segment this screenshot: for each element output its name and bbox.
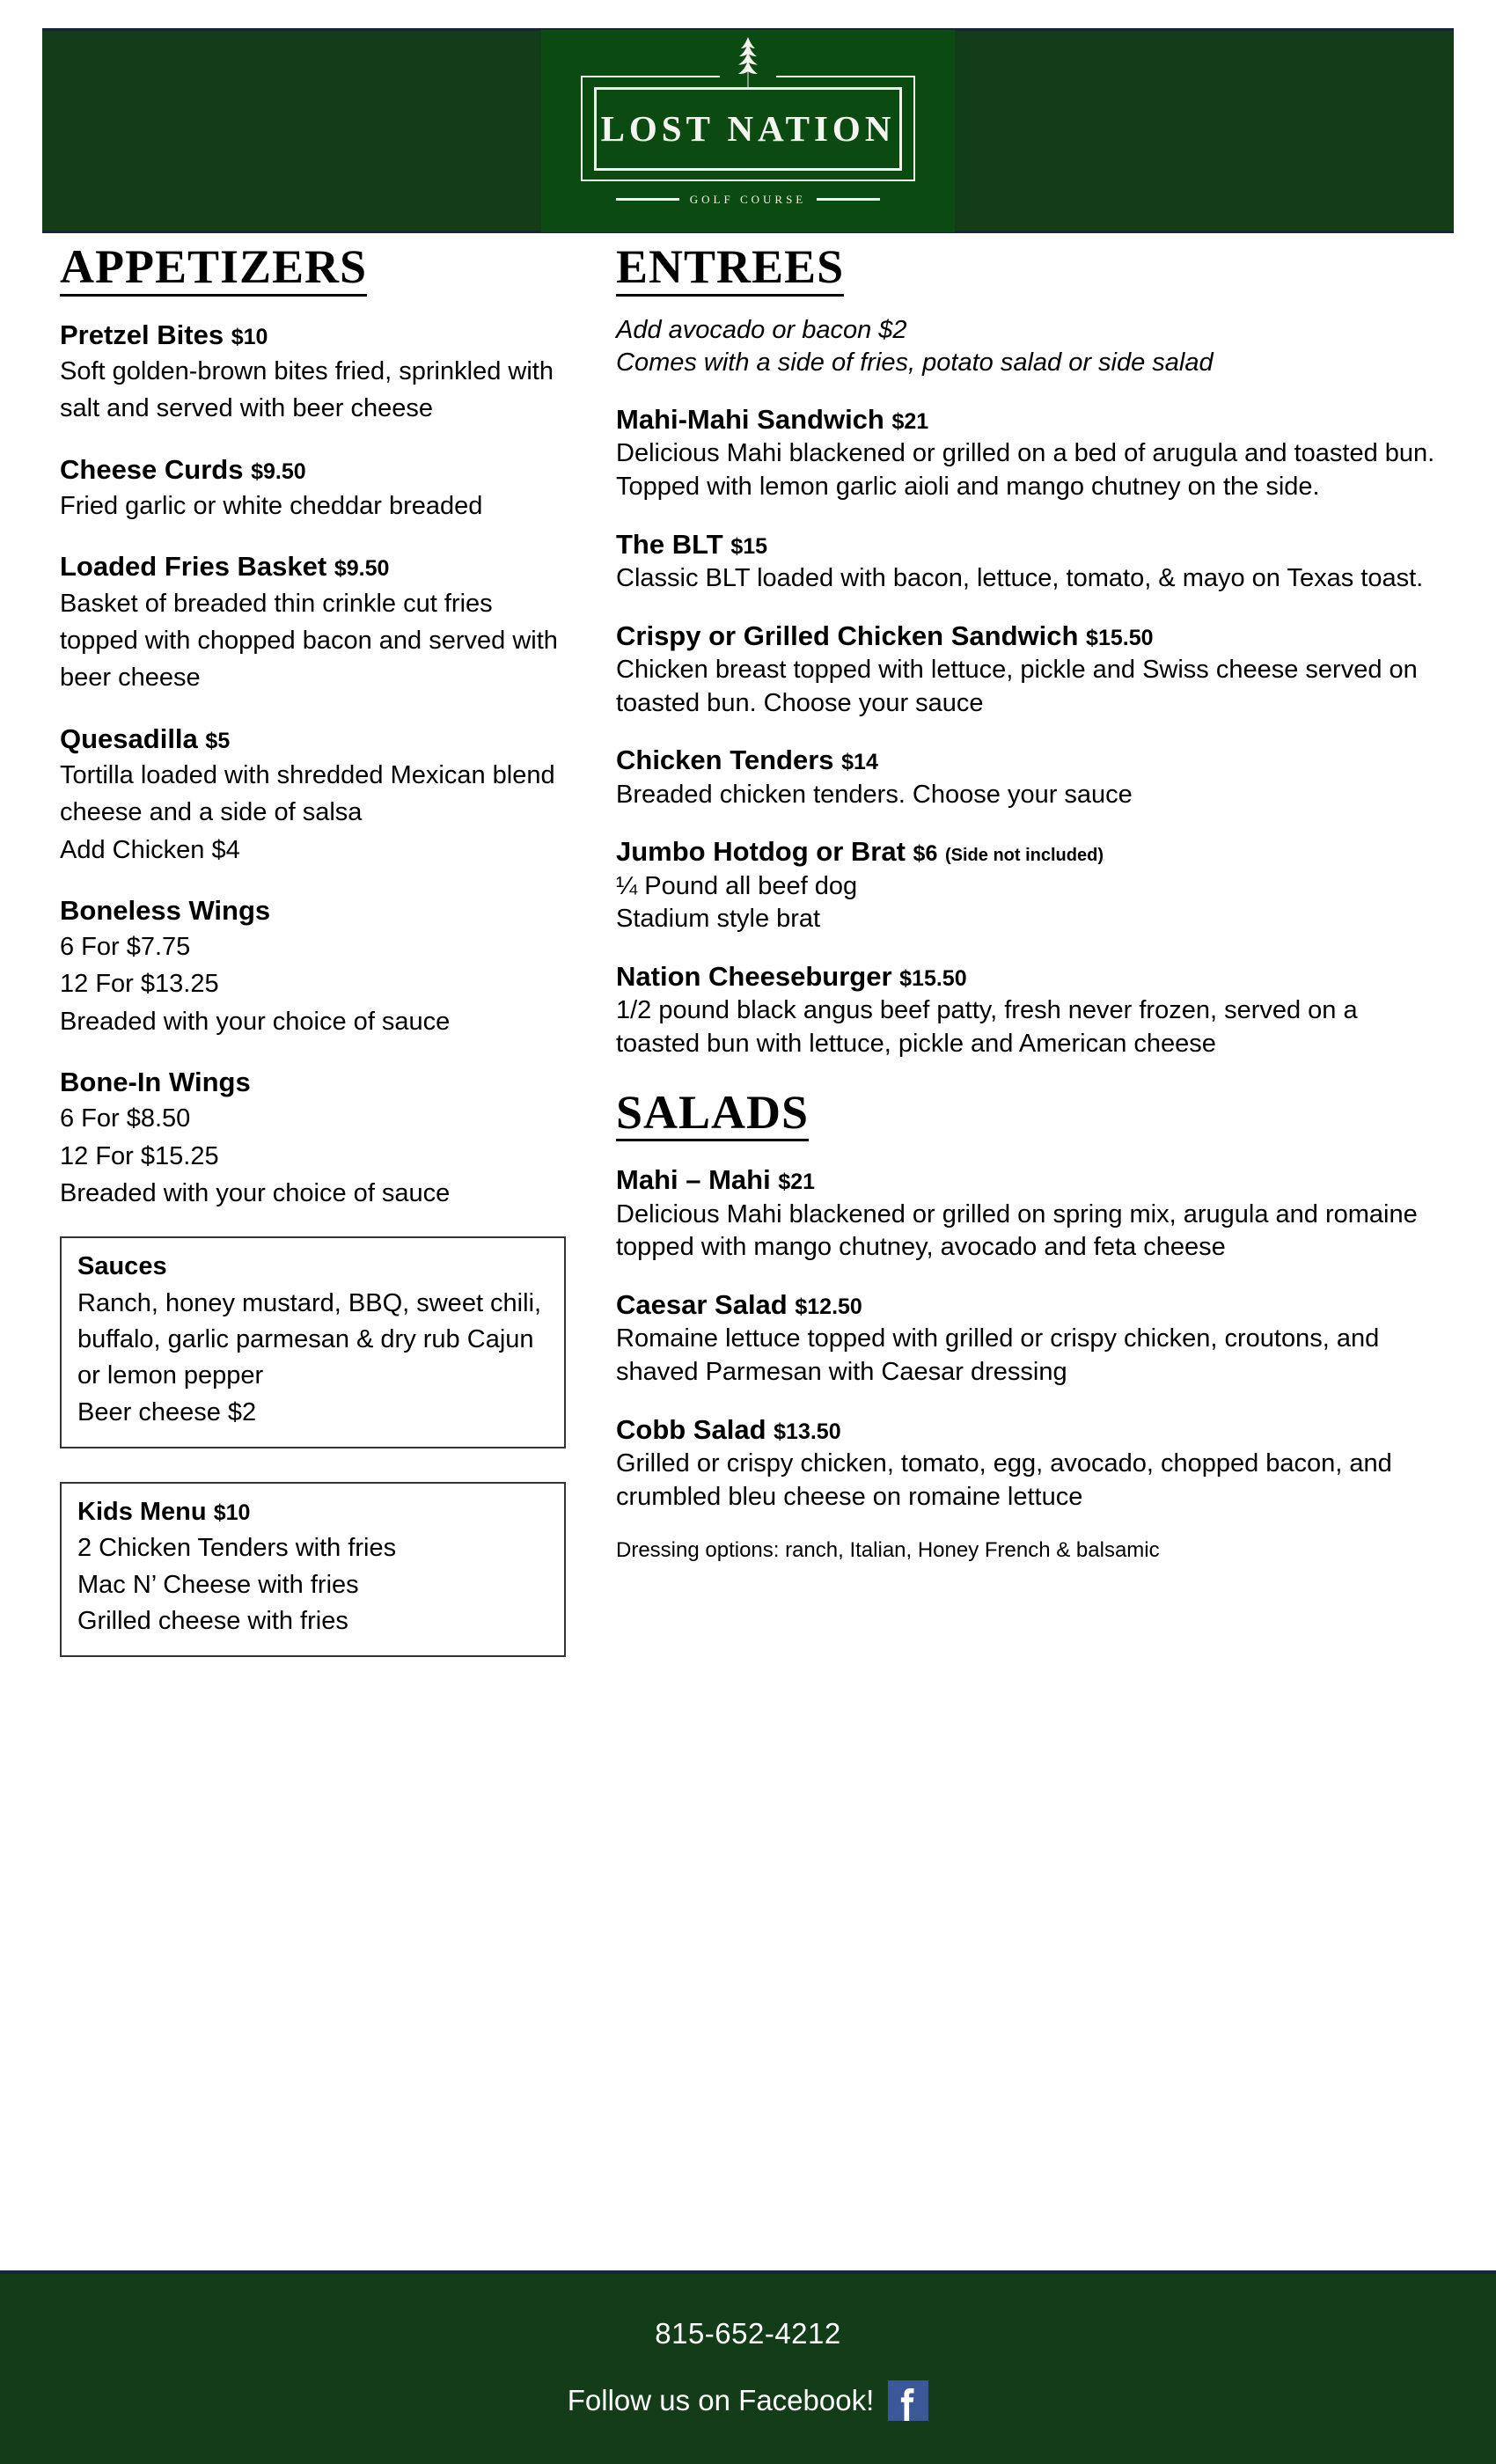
kids-menu-item: Mac N’ Cheese with fries <box>77 1570 359 1599</box>
facebook-icon[interactable] <box>888 2380 928 2421</box>
item-name: Cobb Salad <box>616 1413 766 1445</box>
item-description: Delicious Mahi blackened or grilled on a bed of arugula and toasted bun. Topped with lemon garlic aioli and mango chutney on the side. <box>616 439 1435 501</box>
appetizers-heading-wrap <box>60 242 566 297</box>
item-title <box>616 1287 1443 1323</box>
menu-item <box>616 619 1443 721</box>
menu-item <box>616 1412 1443 1514</box>
item-price: $15.50 <box>1086 625 1154 650</box>
item-price: $15 <box>730 533 768 559</box>
logo-subtitle-row <box>541 193 955 207</box>
sauces-box <box>60 1236 566 1448</box>
item-price: $14 <box>841 750 878 775</box>
item-description: Chicken breast topped with lettuce, pickle and Swiss cheese served on toasted bun. Choose your sauce <box>616 655 1418 717</box>
menu-item <box>616 834 1443 936</box>
item-price-line: 12 For $15.25 <box>60 1141 219 1170</box>
kids-menu-item: 2 Chicken Tenders with fries <box>77 1534 397 1563</box>
kids-menu-title <box>77 1496 548 1529</box>
item-title <box>60 549 566 584</box>
item-title <box>60 1065 566 1100</box>
leaf-icon <box>733 37 763 88</box>
item-price: $9.50 <box>251 458 306 484</box>
item-price: $6 <box>913 841 938 867</box>
item-price: $12.50 <box>795 1294 862 1319</box>
item-price: $13.50 <box>774 1419 841 1444</box>
item-price: $15.50 <box>899 965 967 991</box>
item-price: $9.50 <box>334 556 390 582</box>
item-price-line: 6 For $7.75 <box>60 933 191 962</box>
item-price: $10 <box>231 324 268 349</box>
entrees-intro-line: Add avocado or bacon $2 <box>616 315 907 344</box>
header-banner <box>42 28 1454 233</box>
item-description: Stadium style brat <box>616 905 821 934</box>
item-description: Breaded chicken tenders. Choose your sauce <box>616 780 1133 809</box>
item-title <box>616 834 1443 869</box>
footer-phone[interactable]: 815-652-4212 <box>655 2317 841 2350</box>
item-name: Cheese Curds <box>60 453 244 485</box>
item-price: $21 <box>778 1170 816 1195</box>
item-description: 1/2 pound black angus beef patty, fresh never frozen, served on a toasted bun with lettuce, pickle and American cheese <box>616 996 1358 1058</box>
item-title <box>60 722 566 757</box>
item-title <box>60 452 566 488</box>
menu-item <box>616 1287 1443 1390</box>
sauces-box-title: Sauces <box>77 1252 167 1281</box>
item-name: Quesadilla <box>60 722 198 754</box>
item-name: Boneless Wings <box>60 894 271 926</box>
kids-menu-item: Grilled cheese with fries <box>77 1606 348 1635</box>
entrees-intro <box>616 314 1443 379</box>
menu-item <box>616 1162 1443 1265</box>
menu-item <box>60 549 566 696</box>
section-title-salads: SALADS <box>616 1088 809 1142</box>
item-price: $5 <box>205 728 231 753</box>
item-title <box>616 1162 1443 1198</box>
item-name: Bone-In Wings <box>60 1067 251 1098</box>
menu-item <box>616 402 1443 504</box>
logo-rule-left <box>616 198 679 201</box>
item-price-line: 6 For $8.50 <box>60 1104 191 1133</box>
logo-subtitle: GOLF COURSE <box>689 192 807 206</box>
kids-menu-box <box>60 1482 566 1657</box>
footer-banner <box>0 2270 1496 2464</box>
item-name: Mahi-Mahi Sandwich <box>616 403 884 435</box>
item-description: Tortilla loaded with shredded Mexican blend cheese and a side of salsa <box>60 760 555 827</box>
item-title <box>616 402 1443 437</box>
item-name: Pretzel Bites <box>60 319 224 350</box>
menu-item <box>616 527 1443 596</box>
logo-frame-inner <box>594 87 902 171</box>
item-name: Nation Cheeseburger <box>616 960 892 992</box>
appetizers-column <box>60 242 566 1657</box>
item-title <box>616 1412 1443 1448</box>
item-description: Fried garlic or white cheddar breaded <box>60 491 483 520</box>
footer-follow-row <box>568 2380 929 2421</box>
sauces-list: Ranch, honey mustard, BBQ, sweet chili, buffalo, garlic parmesan & dry rub Cajun or lemon pepper <box>77 1289 542 1390</box>
box-spacer <box>60 1448 566 1473</box>
item-description: Breaded with your choice of sauce <box>60 1007 451 1036</box>
menu-item <box>616 959 1443 1061</box>
menu-item <box>616 743 1443 811</box>
item-description: Basket of breaded thin crinkle cut fries topped with chopped bacon and served with beer cheese <box>60 589 558 693</box>
entrees-salads-column <box>616 242 1443 1566</box>
item-name: Mahi – Mahi <box>616 1164 771 1196</box>
menu-item <box>60 452 566 525</box>
salads-heading-wrap <box>616 1085 1443 1142</box>
item-title <box>616 527 1443 562</box>
item-title <box>616 743 1443 778</box>
kids-menu-price: $10 <box>213 1500 251 1525</box>
item-title <box>60 318 566 353</box>
section-title-entrees: ENTREES <box>616 242 844 297</box>
dressing-options: Dressing options: ranch, Italian, Honey French & balsamic <box>616 1538 1160 1563</box>
item-price: $21 <box>891 408 929 434</box>
item-name: Caesar Salad <box>616 1288 788 1320</box>
item-name: Crispy or Grilled Chicken Sandwich <box>616 620 1079 651</box>
item-title <box>616 959 1443 994</box>
entrees-intro-line: Comes with a side of fries, potato salad or side salad <box>616 348 1214 377</box>
item-description: Grilled or crispy chicken, tomato, egg, avocado, chopped bacon, and crumbled bleu cheese on romaine lettuce <box>616 1448 1392 1511</box>
menu-item <box>60 1065 566 1212</box>
item-description: Breaded with your choice of sauce <box>60 1179 451 1208</box>
item-name: Chicken Tenders <box>616 744 834 776</box>
item-description: Romaine lettuce topped with grilled or crispy chicken, croutons, and shaved Parmesan with Caesar dressing <box>616 1324 1380 1386</box>
item-description: ¼ Pound all beef dog <box>616 871 858 900</box>
entrees-heading-wrap <box>616 242 1443 297</box>
sauces-extra: Beer cheese $2 <box>77 1397 257 1426</box>
section-title-appetizers: APPETIZERS <box>60 242 367 297</box>
item-name: The BLT <box>616 528 723 560</box>
logo-box <box>541 30 955 232</box>
menu-body <box>0 242 1496 2244</box>
footer-follow-text: Follow us on Facebook! <box>567 2384 875 2416</box>
item-title <box>60 893 566 928</box>
menu-item <box>60 893 566 1040</box>
item-price-line: 12 For $13.25 <box>60 970 219 999</box>
item-title <box>616 619 1443 654</box>
item-name: Jumbo Hotdog or Brat <box>616 836 906 868</box>
item-note: (Side not included) <box>944 846 1104 866</box>
logo-rule-right <box>817 198 880 201</box>
item-description: Soft golden-brown bites fried, sprinkled with salt and served with beer cheese <box>60 356 554 423</box>
menu-item <box>60 318 566 428</box>
logo-wordmark: LOST NATION <box>600 108 896 149</box>
kids-menu-label: Kids Menu <box>77 1497 207 1526</box>
item-name: Loaded Fries Basket <box>60 551 327 583</box>
menu-item <box>60 722 566 869</box>
item-description: Classic BLT loaded with bacon, lettuce, tomato, & mayo on Texas toast. <box>616 563 1424 592</box>
item-description: Delicious Mahi blackened or grilled on spring mix, arugula and romaine topped with mango chutney, avocado and feta cheese <box>616 1199 1418 1262</box>
item-extra-line: Add Chicken $4 <box>60 835 240 864</box>
